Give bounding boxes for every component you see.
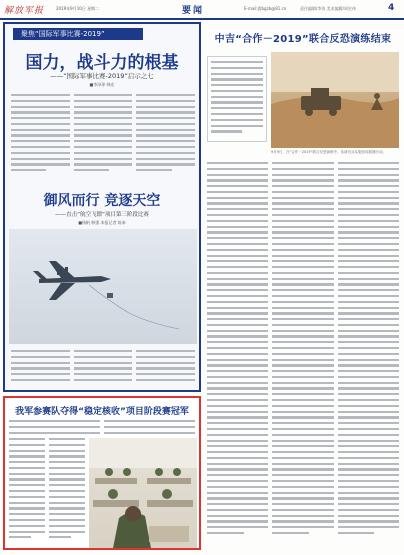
feature-panel <box>3 22 201 392</box>
contact-email[interactable]: E-mail:jfjbgzb@81.cn <box>244 6 287 11</box>
editor-credits: 责任编辑/李涛 美术编辑/周宏伟 <box>300 6 356 11</box>
feature-headline[interactable]: 国力，战斗力的根基 <box>25 53 179 73</box>
article-body-1 <box>11 94 195 182</box>
exam-hall-photo <box>89 438 197 548</box>
feature-byline: ■李泽琼 韩宏 <box>89 82 115 87</box>
bottom-story-body <box>9 438 85 546</box>
issue-date: 2019年9月10日 星期二 <box>56 6 100 11</box>
right-story-headline[interactable]: 中吉“合作－2019”联合反恐演练结束 <box>214 34 392 45</box>
article-body-2 <box>11 350 195 390</box>
bottom-story-panel <box>3 396 201 550</box>
aircraft-illustration <box>9 229 197 344</box>
desert-exercise-photo <box>271 52 399 148</box>
desert-illustration <box>271 52 399 148</box>
feature-headline-2[interactable]: 御风而行 竞逐天空 <box>43 193 161 209</box>
masthead <box>0 0 404 20</box>
classroom-illustration <box>89 438 197 548</box>
photo-caption: 9月9日，在“合作－2019”联合反恐演练中，参演官兵实施协同抓捕行动。 <box>271 150 386 154</box>
newspaper-logo: 解放军报 <box>4 6 45 16</box>
right-column <box>205 22 401 550</box>
section-title: 要闻 <box>182 6 205 16</box>
bottom-story-lead <box>9 420 195 434</box>
feature-subheadline: ——“国际军事比赛-2019”启示之七 <box>50 72 154 80</box>
feature-subheadline-2: ——直击“航空飞镖”项目第三阶段比赛 <box>55 212 149 218</box>
feature-byline-2: ■杨帆 韩强 本报记者 陈泰 <box>78 220 126 225</box>
page-number: 4 <box>388 3 395 13</box>
aircraft-photo <box>9 229 197 344</box>
bottom-story-headline[interactable]: 我军参赛队夺得“稳定核收”项目阶段赛冠军 <box>15 407 189 417</box>
right-story-body <box>207 162 399 546</box>
right-story-lead <box>207 56 267 142</box>
feature-tag: 聚焦“国际军事比赛-2019” <box>13 28 143 40</box>
left-column <box>3 22 201 550</box>
